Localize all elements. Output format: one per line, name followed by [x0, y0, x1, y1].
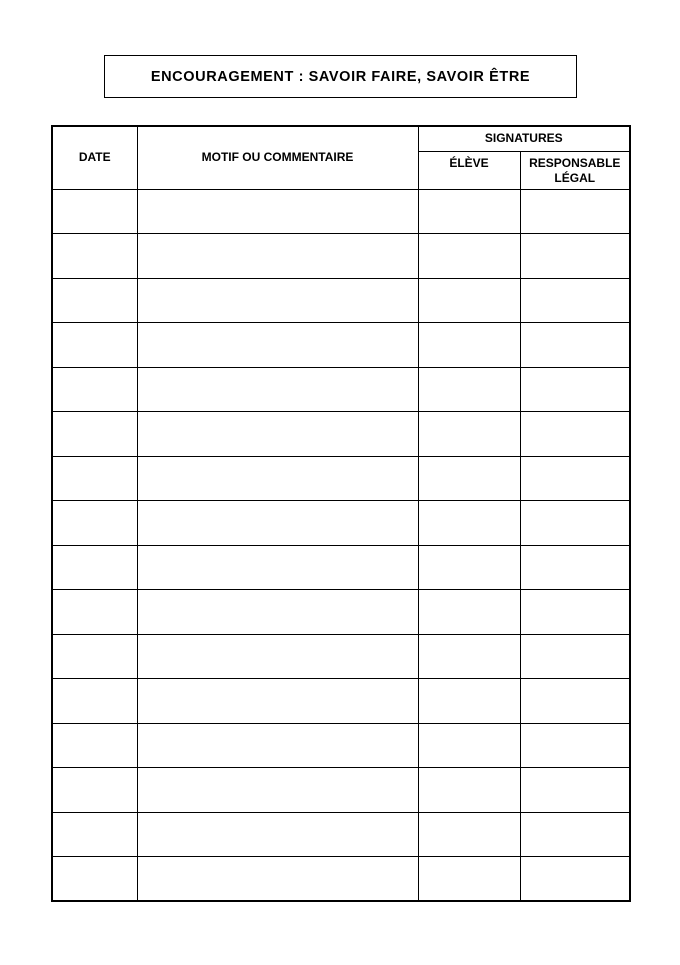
eleve-signature-cell[interactable] — [418, 323, 520, 368]
motif-cell[interactable] — [137, 634, 418, 679]
eleve-signature-cell[interactable] — [418, 590, 520, 635]
responsable-signature-cell[interactable] — [520, 278, 630, 323]
responsable-signature-cell[interactable] — [520, 545, 630, 590]
table-row — [52, 367, 630, 412]
responsable-signature-cell[interactable] — [520, 189, 630, 234]
responsable-signature-cell[interactable] — [520, 234, 630, 279]
table-row — [52, 501, 630, 546]
date-cell[interactable] — [52, 723, 137, 768]
motif-cell[interactable] — [137, 412, 418, 457]
eleve-signature-cell[interactable] — [418, 278, 520, 323]
motif-cell[interactable] — [137, 545, 418, 590]
date-cell[interactable] — [52, 189, 137, 234]
date-cell[interactable] — [52, 456, 137, 501]
date-cell[interactable] — [52, 679, 137, 724]
motif-cell[interactable] — [137, 857, 418, 902]
eleve-signature-cell[interactable] — [418, 367, 520, 412]
date-cell[interactable] — [52, 412, 137, 457]
table-row — [52, 768, 630, 813]
eleve-signature-cell[interactable] — [418, 634, 520, 679]
motif-cell[interactable] — [137, 456, 418, 501]
eleve-signature-cell[interactable] — [418, 768, 520, 813]
responsable-signature-cell[interactable] — [520, 768, 630, 813]
responsable-signature-cell[interactable] — [520, 857, 630, 902]
motif-cell[interactable] — [137, 723, 418, 768]
header-motif: MOTIF OU COMMENTAIRE — [137, 126, 418, 189]
eleve-signature-cell[interactable] — [418, 189, 520, 234]
date-cell[interactable] — [52, 857, 137, 902]
motif-cell[interactable] — [137, 323, 418, 368]
eleve-signature-cell[interactable] — [418, 723, 520, 768]
motif-cell[interactable] — [137, 367, 418, 412]
table-row — [52, 278, 630, 323]
motif-cell[interactable] — [137, 189, 418, 234]
motif-cell[interactable] — [137, 590, 418, 635]
motif-cell[interactable] — [137, 812, 418, 857]
date-cell[interactable] — [52, 501, 137, 546]
table-row — [52, 456, 630, 501]
header-eleve: ÉLÈVE — [418, 151, 520, 189]
table-row — [52, 234, 630, 279]
table-row — [52, 857, 630, 902]
table-row — [52, 723, 630, 768]
table-row — [52, 412, 630, 457]
table-row — [52, 634, 630, 679]
responsable-signature-cell[interactable] — [520, 590, 630, 635]
date-cell[interactable] — [52, 634, 137, 679]
eleve-signature-cell[interactable] — [418, 857, 520, 902]
responsable-signature-cell[interactable] — [520, 723, 630, 768]
encouragement-table — [51, 125, 631, 902]
responsable-signature-cell[interactable] — [520, 634, 630, 679]
date-cell[interactable] — [52, 323, 137, 368]
table-row — [52, 545, 630, 590]
date-cell[interactable] — [52, 545, 137, 590]
header-date: DATE — [52, 126, 137, 189]
table-row — [52, 323, 630, 368]
header-responsable-line1: RESPONSABLE — [529, 155, 621, 170]
eleve-signature-cell[interactable] — [418, 501, 520, 546]
date-cell[interactable] — [52, 590, 137, 635]
date-cell[interactable] — [52, 278, 137, 323]
responsable-signature-cell[interactable] — [520, 501, 630, 546]
responsable-signature-cell[interactable] — [520, 367, 630, 412]
responsable-signature-cell[interactable] — [520, 412, 630, 457]
table-row — [52, 590, 630, 635]
eleve-signature-cell[interactable] — [418, 456, 520, 501]
responsable-signature-cell[interactable] — [520, 456, 630, 501]
motif-cell[interactable] — [137, 278, 418, 323]
header-responsable-line2: LÉGAL — [554, 170, 596, 185]
date-cell[interactable] — [52, 234, 137, 279]
responsable-signature-cell[interactable] — [520, 679, 630, 724]
responsable-signature-cell[interactable] — [520, 323, 630, 368]
eleve-signature-cell[interactable] — [418, 412, 520, 457]
header-signatures: SIGNATURES — [418, 126, 630, 151]
eleve-signature-cell[interactable] — [418, 545, 520, 590]
motif-cell[interactable] — [137, 768, 418, 813]
table-row — [52, 679, 630, 724]
table-row — [52, 189, 630, 234]
date-cell[interactable] — [52, 768, 137, 813]
form-title: ENCOURAGEMENT : SAVOIR FAIRE, SAVOIR ÊTRE — [150, 68, 531, 85]
motif-cell[interactable] — [137, 234, 418, 279]
motif-cell[interactable] — [137, 501, 418, 546]
responsable-signature-cell[interactable] — [520, 812, 630, 857]
eleve-signature-cell[interactable] — [418, 234, 520, 279]
eleve-signature-cell[interactable] — [418, 812, 520, 857]
eleve-signature-cell[interactable] — [418, 679, 520, 724]
header-responsable-legal — [520, 151, 630, 189]
table-row — [52, 812, 630, 857]
table-body — [52, 189, 630, 901]
form-title-box — [104, 55, 577, 98]
date-cell[interactable] — [52, 812, 137, 857]
date-cell[interactable] — [52, 367, 137, 412]
motif-cell[interactable] — [137, 679, 418, 724]
